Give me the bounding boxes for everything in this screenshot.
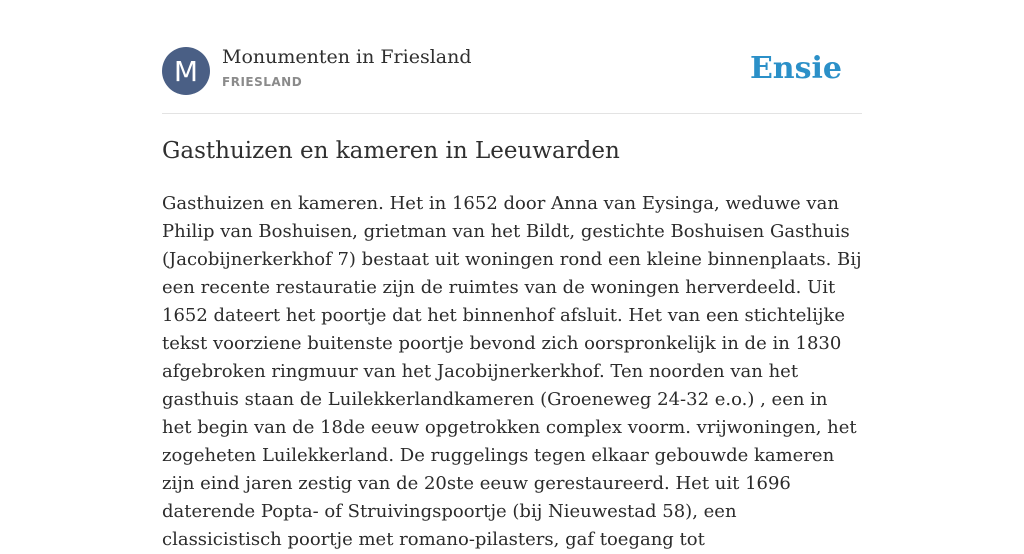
brand-logo[interactable]: Ensie [749, 51, 842, 86]
source-title[interactable]: Monumenten in Friesland [222, 46, 472, 68]
article-body: Gasthuizen en kameren. Het in 1652 door Anna van Eysinga, weduwe van Philip van Boshuisen, grietman van het Bildt, gestichte Boshuisen Gasthuis (Jacobijnerkerkhof 7) bestaat uit woningen rond een kleine binnenplaats. Bij een recente restauratie zijn de ruimtes van de woningen herverdeeld. Uit 1652 dateert het poortje dat het binnenhof afsluit. Het van een stichtelijke tekst voorziene buitenste poortje bevond zich oorspronkelijk in de in 1830 afgebroken ringmuur van het Jacobijnerkerkhof. Ten noorden van het gasthuis staan de Luilekkerlandkameren (Groeneweg 24-32 e.o.) , een in het begin van de 18de eeuw opgetrokken complex voorm. vrijwoningen, het zogeheten Luilekkerland. De ruggelings tegen elkaar gebouwde kameren zijn eind jaren zestig van de 20ste eeuw gerestaureerd. Het uit 1696 daterende Popta- of Struivingspoortje (bij Nieuwestad 58), een classicistisch poortje met romano-pilasters, gaf toegang tot [162, 193, 862, 550]
source-header [162, 46, 862, 96]
avatar[interactable]: M [162, 47, 210, 95]
article-title: Gasthuizen en kameren in Leeuwarden [162, 138, 620, 164]
divider [162, 113, 862, 114]
source-subtitle: FRIESLAND [222, 75, 303, 89]
article-card [162, 0, 862, 550]
